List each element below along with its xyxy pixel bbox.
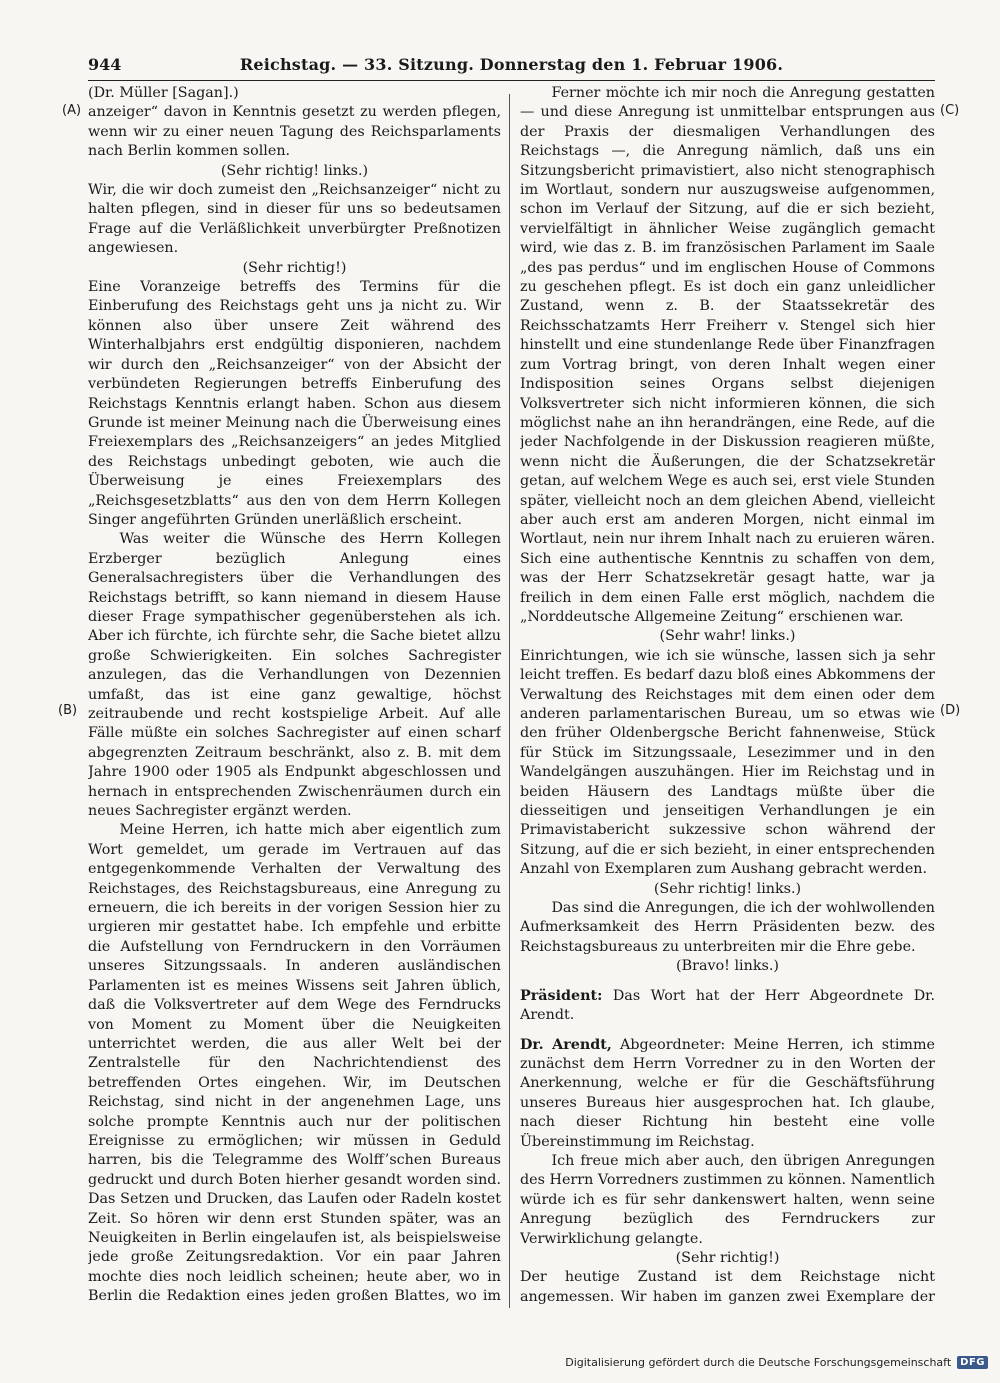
left-column-paragraph: Wir, die wir doch zumeist den „Reichsanzeiger“ nicht zu halten pflegen, sind in dieser für uns so bedeutsamen Frage auf die Verläßlichkeit unverbürgter Preßnotizen angewiesen. (88, 182, 501, 257)
speech-text: Abgeordneter: Meine Herren, ich stimme zunächst dem Herrn Vorredner zu in den Worten der Anerkennung, welche er für die Geschäftsführung unseres Bureaus hier ausgesprochen hat. Ich glaube, nach dieser Richtung hin besteht eine volle Übereinstimmung im Reichstag. (520, 1036, 935, 1150)
page-number: 944 (88, 55, 122, 74)
speaker-name: Dr. Arendt, (520, 1036, 612, 1053)
left-column-paragraph: (Sehr richtig! links.) (220, 162, 369, 179)
right-column-paragraph: (Bravo! links.) (676, 958, 779, 975)
left-column-paragraph: (Sehr richtig!) (242, 259, 347, 276)
footer-text: Digitalisierung gefördert durch die Deutsche Forschungsgemeinschaft (565, 1356, 952, 1369)
right-column-paragraph: (Sehr richtig! links.) (653, 880, 802, 897)
right-column (520, 84, 935, 1308)
dfg-logo: DFG (957, 1356, 988, 1369)
right-column-paragraph: Das sind die Anregungen, die ich der wohlwollenden Aufmerksamkeit des Herrn Präsidenten bezw. des Reichstagsbureaus zu unterbreiten mir die Ehre gebe. (520, 900, 935, 955)
right-column-paragraph: (Sehr wahr! links.) (659, 628, 796, 645)
margin-marker-a: (A) (62, 103, 82, 118)
page-title: Reichstag. — 33. Sitzung. Donnerstag den 1. Februar 1906. (239, 55, 784, 74)
header-rule (88, 80, 935, 81)
right-column-paragraph: Der heutige Zustand ist dem Reichstage nicht angemessen. Wir haben im ganzen zwei Exemplare der (520, 1269, 935, 1305)
speech-text: Das Wort hat der Herr Abgeordnete Dr. Arendt. (520, 987, 935, 1024)
column-divider (509, 94, 510, 1308)
left-column-paragraph: Was weiter die Wünsche des Herrn Kollegen Erzberger bezüglich Anlegung eines Generalsachregisters über die Verhandlungen des Reichstags betrifft, so kann niemand in diesem Hause dieser Frage sympathischer gegenüberstehen als ich. Aber ich fürchte, ich fürchte sehr, die Sache bietet allzu große Schwierigkeiten. Ein solches Sachregister anzulegen, das die Verhandlungen von Dezennien umfaßt, das ist eine ganz gewaltige, höchst zeitraubende und recht kostspielige Arbeit. Auf alle Fälle müßte ein solches Sachregister auf einen scharf abgegrenzten Zeitraum beschränkt, also z. B. mit dem Jahre 1900 oder 1905 als Endpunkt abgeschlossen und hernach in entsprechenden Zwischenräumen durch ein neues Sachregister ergänzt werden. (88, 531, 501, 820)
left-column-paragraph: (Dr. Müller [Sagan].) (88, 85, 239, 101)
speaker-name: Präsident: (520, 987, 603, 1004)
right-column-paragraph: (Sehr richtig!) (675, 1249, 780, 1266)
footer-credit (565, 1356, 988, 1369)
left-column-paragraph: Eine Voranzeige betreffs des Termins für die Einberufung des Reichstags geht uns ja nicht zu. Wir können also über unsere Zeit während des Winterhalbjahrs erst endgültig disponieren, nachdem wir durch den „Reichsanzeiger“ von der Absicht der verbündeten Regierungen betreffs Einberufung des Reichstags Kenntnis erlangt haben. Schon aus diesem Grunde ist meiner Meinung nach die Überweisung eines Freiexemplars des „Reichsanzeigers“ an jedes Mitglied des Reichstags unbedingt geboten, wie auch die Überweisung je eines Freiexemplars des „Reichsgesetzblatts“ aus den von dem Herrn Kollegen Singer angeführten Gründen unerläßlich erscheint. (88, 279, 501, 528)
right-column-paragraph: Ferner möchte ich mir noch die Anregung gestatten — und diese Anregung ist unmittelbar entsprungen aus der Praxis der diesmaligen Verhandlungen des Reichstags —, die Anregung nämlich, daß uns ein Sitzungsbericht primavistiert, also nicht stenographisch im Wortlaut, sondern nur auszugsweise aufgenommen, schon im Verlauf der Sitzung, auf die er sich bezieht, vervielfältigt in ähnlicher Weise zugänglich gemacht wird, wie das z. B. im französischen Parlament im Saale „des pas perdus“ und im englischen House of Commons zu geschehen pflegt. Es ist doch ein ganz unleidlicher Zustand, wenn z. B. der Staatssekretär des Reichsschatzamts Herr Freiherr v. Stengel sich hier hinstellt und eine stundenlange Rede über Finanzfragen zum Vortrag bringt, von deren Inhalt wegen einer Indisposition seines Organs selbst diejenigen Volksvertreter sich nicht informieren können, die sich möglichst nahe an ihn herandrängen, eine Rede, auf die jeder Nachfolgende in der Diskussion reagieren müßte, wenn nicht die Äußerungen, die der Schatzsekretär getan, auf welchem Wege es auch sei, erst viele Stunden später, vielleicht noch an dem gleichen Abend, vielleicht aber auch erst am anderen Morgen, nicht einmal im Wortlaut, nein nur ihrem Inhalt nach zu eruieren wären. Sich eine authentische Kenntnis zu schaffen von dem, was der Herr Schatzsekretär gesagt hatte, war ja freilich in dem einen Falle erst möglich, nachdem die „Norddeutsche Allgemeine Zeitung“ erschienen war. (520, 85, 935, 625)
right-column-paragraph (520, 987, 935, 1026)
right-column-paragraph: Ich freue mich aber auch, den übrigen Anregungen des Herrn Vorredners zustimmen zu können. Namentlich würde ich es für sehr dankenswert halten, wenn seine Anregung bezüglich des Ferndruckers zur Verwirklichung gelangte. (520, 1152, 935, 1247)
right-column-paragraph: Einrichtungen, wie ich sie wünsche, lassen sich ja sehr leicht treffen. Es bedarf dazu bloß eines Abkommens der Verwaltung des Reichstages mit dem einen oder dem anderen parlamentarischen Bureau, um so etwas wie den früher Oldenbergsche Bericht fahnenweise, Stück für Stück im Sitzungssaale, Lesezimmer und in den Wandelgängen auszuhängen. Hier im Reichstag und in beiden Häusern des Landtags müßte über die diesseitigen und jenseitigen Verhandlungen je ein Primavistabericht sukzessive schon während der Sitzung, auf die er sich bezieht, in einer entsprechenden Anzahl von Exemplaren zum Aushang gebracht werden. (520, 647, 935, 878)
margin-marker-d: (D) (940, 703, 961, 718)
left-column (88, 84, 501, 1308)
text-columns (88, 84, 935, 1308)
right-column-paragraph (520, 1036, 935, 1152)
left-column-paragraph: Meine Herren, ich hatte mich aber eigentlich zum Wort gemeldet, um gerade im Vertrauen auf das entgegenkommende Verhalten der Verwaltung des Reichstages, des Reichstagsbureaus, eine Anregung zu erneuern, die ich bereits in der vorigen Session hier zu urgieren mir gestattet habe. Ich empfehle und erbitte die Aufstellung von Ferndruckern in den Vorräumen unseres Sitzungssaals. In anderen ausländischen Parlamenten ist es meines Wissens seit Jahren üblich, daß die Volksvertreter auf dem Wege des Ferndrucks von Moment zu Moment über die Neuigkeiten unterrichtet werden, die aus aller Welt bei der Zentralstelle für den Nachrichtendienst des betreffenden Ortes eingehen. Wir, im Deutschen Reichstag, sind nicht in der angenehmen Lage, uns solche prompte Kenntnis auch nur der politischen Ereignisse zu ermöglichen; wir müssen in Geduld harren, bis die Telegramme des Wolff’schen Bureaus gedruckt und durch Boten hierher gesandt worden sind. Das Setzen und Drucken, das Laufen oder Radeln kostet Zeit. So hören wir denn erst Stunden später, was an Neuigkeiten in Berlin eingelaufen ist, als beispielsweise jede große Zeitungsredaktion. Vor ein paar Jahren mochte dies noch leidlich scheinen; heute aber, wo in Berlin die Redaktion eines jeden großen Blattes, wo im (88, 822, 501, 1305)
left-column-paragraph: anzeiger“ davon in Kenntnis gesetzt zu werden pflegen, wenn wir zu einer neuen Tagung des Reichsparlaments nach Berlin kommen sollen. (88, 104, 501, 160)
margin-marker-b: (B) (58, 703, 78, 718)
margin-marker-c: (C) (940, 103, 960, 118)
page-header (88, 55, 935, 77)
